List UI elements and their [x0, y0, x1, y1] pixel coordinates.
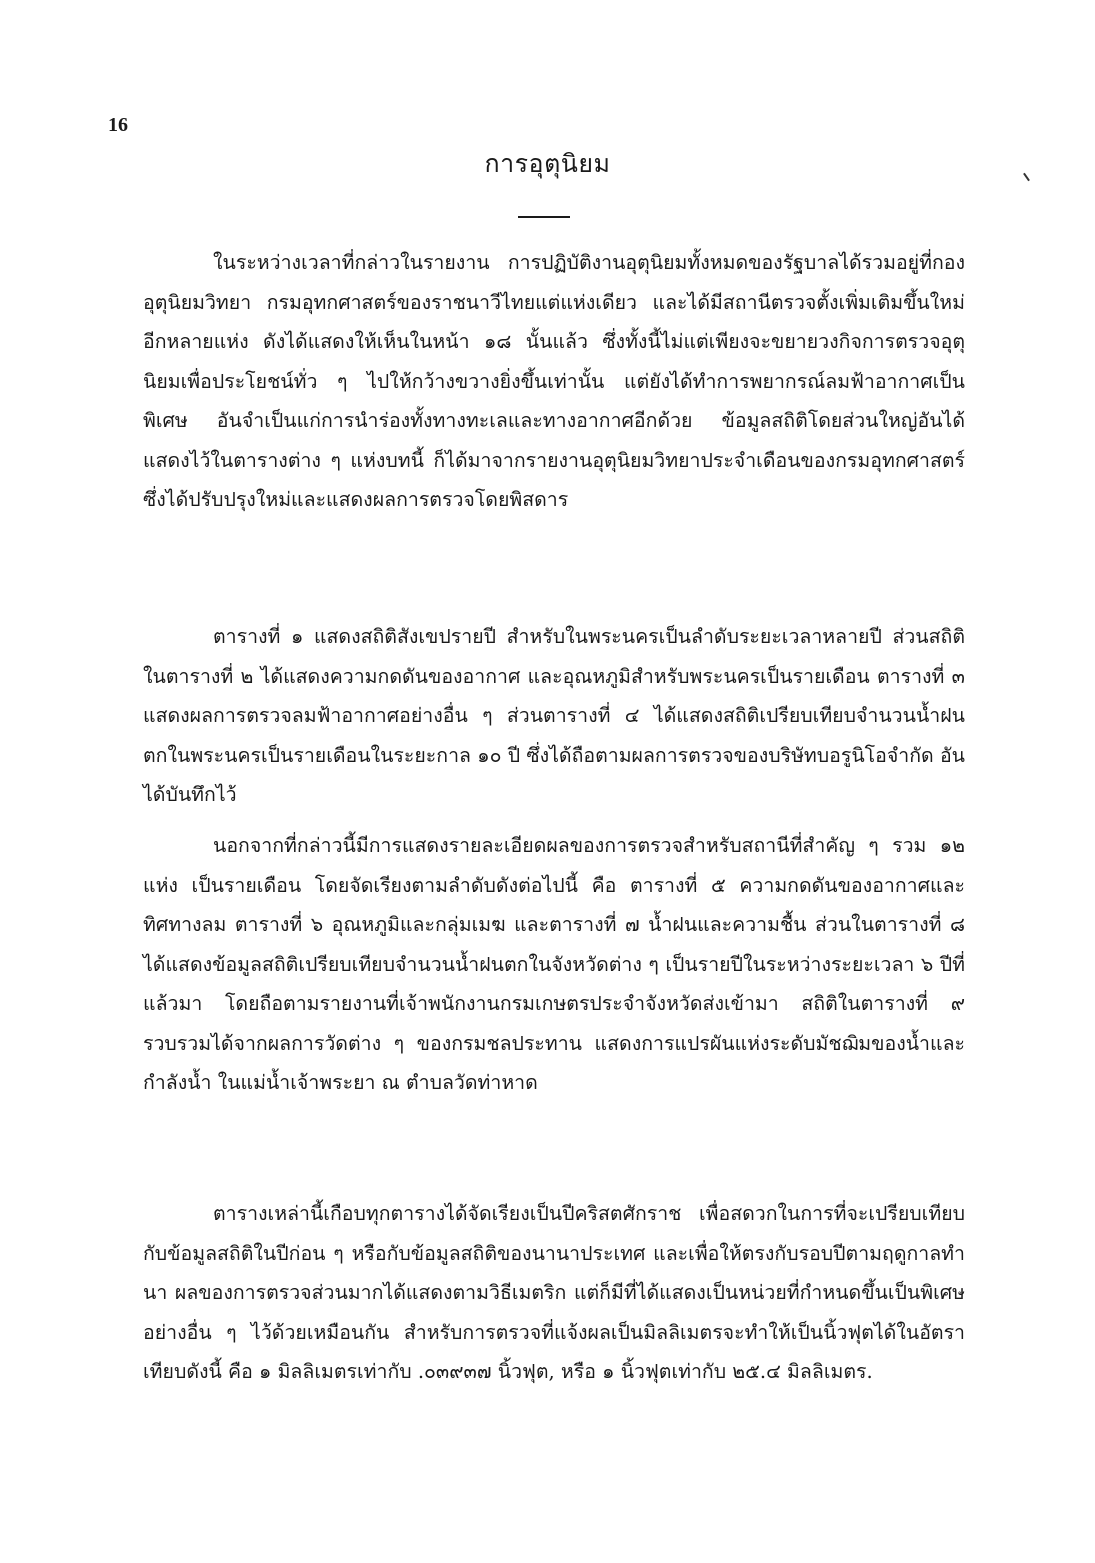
- page-number: 16: [108, 114, 128, 136]
- paragraph-2: ตารางที่ ๑ แสดงสถิติสังเขปรายปี สำหรับในพระนครเป็นลำดับระยะเวลาหลายปี ส่วนสถิติในตารางที่ ๒ ได้แสดงความกดดันของอากาศ และอุณหภูมิสำหรับพระนครเป็นรายเดือน ตารางที่ ๓ แสดงผลการตรวจลมฟ้าอากาศอย่างอื่น ๆ ส่วนตารางที่ ๔ ได้แสดงสถิติเปรียบเทียบจำนวนน้ำฝนตกในพระนครเป็นรายเดือนในระยะกาล ๑๐ ปี ซึ่งได้ถือตามผลการตรวจของบริษัทบอรูนิโอจำกัด อันได้บันทึกไว้: [143, 625, 965, 806]
- paragraph-1: ในระหว่างเวลาที่กล่าวในรายงาน การปฏิบัติงานอุตุนิยมทั้งหมดของรัฐบาลได้รวมอยู่ที่กองอุตุนิยมวิทยา กรมอุทกศาสตร์ของราชนาวีไทยแต่แห่งเดียว และได้มีสถานีตรวจตั้งเพิ่มเติมขึ้นใหม่อีกหลายแห่ง ดังได้แสดงให้เห็นในหน้า ๑๘ นั้นแล้ว ซึ่งทั้งนี้ไม่แต่เพียงจะขยายวงกิจการตรวจอุตุนิยมเพื่อประโยชน์ทั่ว ๆ ไปให้กว้างขวางยิ่งขึ้นเท่านั้น แต่ยังได้ทำการพยากรณ์ลมฟ้าอากาศเป็นพิเศษ อันจำเป็นแก่การนำร่องทั้งทางทะเลและทางอากาศอีกด้วย ข้อมูลสถิติโดยส่วนใหญ่อันได้แสดงไว้ในตารางต่าง ๆ แห่งบทนี้ ก็ได้มาจากรายงานอุตุนิยมวิทยาประจำเดือนของกรมอุทกศาสตร์ ซึ่งได้ปรับปรุงใหม่และแสดงผลการตรวจโดยพิสดาร: [143, 251, 965, 511]
- paragraph-4: ตารางเหล่านี้เกือบทุกตารางได้จัดเรียงเป็นปีคริสตศักราช เพื่อสดวกในการที่จะเปรียบเทียบกับข้อมูลสถิติในปีก่อน ๆ หรือกับข้อมูลสถิติของนานาประเทศ และเพื่อให้ตรงกับรอบปีตามฤดูกาลทำนา ผลของการตรวจส่วนมากได้แสดงตามวิธีเมตริก แต่ก็มีที่ได้แสดงเป็นหน่วยที่กำหนดขึ้นเป็นพิเศษอย่างอื่น ๆ ไว้ด้วยเหมือนกัน สำหรับการตรวจที่แจ้งผลเป็นมิลลิเมตรจะทำให้เป็นนิ้วฟุตได้ในอัตราเทียบดังนี้ คือ ๑ มิลลิเมตรเท่ากับ .๐๓๙๓๗ นิ้วฟุต, หรือ ๑ นิ้วฟุตเท่ากับ ๒๕.๔ มิลลิเมตร.: [143, 1202, 965, 1383]
- title-rule: [518, 216, 570, 218]
- paragraph-3: นอกจากที่กล่าวนี้มีการแสดงรายละเอียดผลของการตรวจสำหรับสถานีที่สำคัญ ๆ รวม ๑๒ แห่ง เป็นรายเดือน โดยจัดเรียงตามลำดับดังต่อไปนี้ คือ ตารางที่ ๕ ความกดดันของอากาศและทิศทางลม ตารางที่ ๖ อุณหภูมิและกลุ่มเมฆ และตารางที่ ๗ น้ำฝนและความชื้น ส่วนในตารางที่ ๘ ได้แสดงข้อมูลสถิติเปรียบเทียบจำนวนน้ำฝนตกในจังหวัดต่าง ๆ เป็นรายปีในระหว่างระยะเวลา ๖ ปีที่แล้วมา โดยถือตามรายงานที่เจ้าพนักงานกรมเกษตรประจำจังหวัดส่งเข้ามา สถิติในตารางที่ ๙ รวบรวมได้จากผลการวัดต่าง ๆ ของกรมชลประทาน แสดงการแปรผันแห่งระดับมัชฌิมของน้ำและกำลังน้ำ ในแม่น้ำเจ้าพระยา ณ ตำบลวัดท่าหาด: [143, 834, 965, 1094]
- page-title: การอุตุนิยม: [484, 149, 611, 178]
